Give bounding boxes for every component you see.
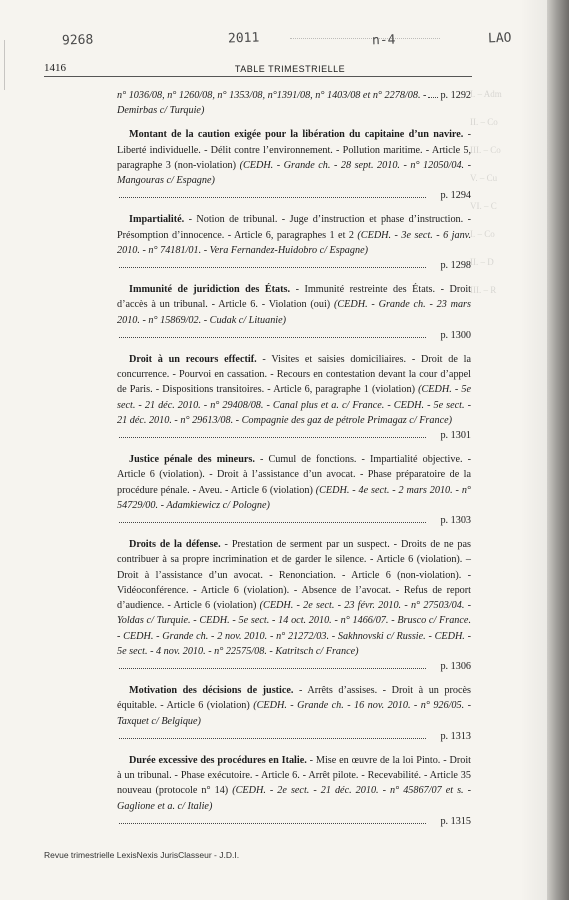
index-entry-8	[117, 683, 471, 744]
header-rule	[44, 76, 472, 77]
entry-page: p. 1303	[440, 515, 471, 527]
entry-page: p. 1315	[440, 815, 471, 827]
index-entry-1	[117, 88, 471, 118]
handwritten-note-left: 9268	[61, 32, 94, 49]
handwritten-note-right: n-4	[371, 32, 396, 49]
entry-reference: (CEDH. - Grande ch. - 23 mars 2010. - n° 15869/02. - Cudak c/ Lituanie)	[117, 299, 471, 326]
handwritten-note-corner: LAO	[487, 30, 512, 47]
entry-title: Justice pénale des mineurs.	[129, 454, 255, 466]
entry-title: Montant de la caution exigée pour la libération du capitaine d’un navire.	[129, 129, 464, 141]
running-title: TABLE TRIMESTRIELLE	[234, 64, 346, 74]
index-entry-4	[117, 282, 471, 343]
entry-keywords: - Mise en œuvre de la loi Pinto. - Droit à un tribunal. - Phase exécutoire. - Article 6. - Arrêt pilote. - Recevabilité. - Article 35 nouveau (protocole n° 14)	[117, 754, 471, 797]
entry-page: p. 1294	[440, 190, 471, 202]
page-footer: Revue trimestrielle LexisNexis JurisClasseur - J.D.I.	[44, 850, 240, 860]
entry-keywords: - Visites et saisies domiciliaires. - Droit de la concurrence. - Pourvoi en cassation. - Recours en contestation devant la cour d’appel de Paris. - Dispositions transitoires. - Article 6, paragraphe 1 (violation)	[117, 354, 471, 396]
book-gutter-shadow	[547, 0, 569, 900]
entry-reference: (CEDH. - Grande ch. - 28 sept. 2010. - n° 12050/04. - Mangouras c/ Espagne)	[117, 159, 471, 187]
page-number: 1416	[44, 62, 66, 74]
entry-title: Droits de la défense.	[129, 539, 221, 551]
index-entry-9	[117, 753, 471, 829]
entry-page: p. 1313	[440, 730, 471, 742]
entry-keywords: - Immunité restreinte des États. - Droit d’accès à un tribunal. - Article 6. - Violation (oui)	[117, 284, 472, 311]
entry-title: Immunité de juridiction des États.	[129, 284, 291, 296]
entry-keywords: - Liberté individuelle. - Délit contre l’environnement. - Pollution maritime. - Article 5, paragraphe 3 (non-violation)	[117, 129, 471, 171]
index-entry-2	[117, 127, 471, 203]
entry-reference: (CEDH. - 3e sect. - 6 janv. 2010. - n° 74181/01. - Vera Fernandez-Huidobro c/ Espagne)	[117, 229, 471, 256]
entry-reference: (CEDH. - 2e sect. - 23 févr. 2010. - n° 27503/04. - Yoldas c/ Turquie. - CEDH. - 5e sect. - 14 oct. 2010. - n° 1466/07. - Brusco c/ France. - CEDH. - Grande ch. - 2 nov. 2010. - n° 21272/03. - Sakhnovski c/ Russie. - CEDH. - 5e sect. - 4 nov. 2010. - n° 22575/08. - Katritsch c/ France)	[117, 600, 471, 657]
handwritten-scribble	[290, 38, 440, 40]
entry-reference: (CEDH. - 4e sect. - 2 mars 2010. - n° 54729/00. - Adamkiewicz c/ Pologne)	[117, 484, 471, 511]
entry-page: p. 1301	[440, 430, 471, 442]
entry-page: p. 1298	[440, 260, 471, 272]
entry-reference: (CEDH. - Grande ch. - 16 nov. 2010. - n° 926/05. - Taxquet c/ Belgique)	[117, 700, 471, 727]
entry-keywords: - Arrêts d’assises. - Droit à un procès équitable. - Article 6 (violation)	[117, 685, 472, 712]
entry-keywords: - Notion de tribunal. - Juge d’instruction et phase d’instruction. - Présomption d’innocence. - Article 6, paragraphes 1 et 2	[117, 214, 471, 241]
show-through-text: I. – Adm II. – Co III. – Co V. – Cu VI. – C I. – Co II. – D III. – R	[470, 89, 502, 295]
entry-title: Droit à un recours effectif.	[129, 354, 257, 366]
handwritten-note-center: 2011	[227, 30, 260, 47]
entry-page: p. 1292	[440, 90, 471, 101]
entry-reference: (CEDH. - 2e sect. - 21 déc. 2010. - n° 45867/07 et s. - Gaglione et a. c/ Italie)	[117, 785, 471, 812]
entry-page: p. 1300	[440, 329, 471, 341]
entry-page: p. 1306	[440, 660, 471, 672]
index-entries	[117, 88, 471, 838]
entry-keywords: - Cumul de fonctions. - Impartialité objective. - Article 6 (violation). - Droit à l’assistance d’un avocat. - Phase préparatoire de la procédure pénale. - Aveu. - Article 6 (violation)	[117, 454, 471, 496]
entry-reference: (CEDH. - 5e sect. - 21 déc. 2010. - n° 29408/08. - Canal plus et a. c/ France. - CEDH. - 5e sect. - 21 déc. 2010. - n° 29613/08. - Compagnie des gaz de pétrole Primagaz c/ France)	[117, 384, 471, 426]
margin-mark	[4, 40, 15, 90]
entry-title: Motivation des décisions de justice.	[129, 685, 294, 697]
entry-reference: n° 1036/08, n° 1260/08, n° 1353/08, n°1391/08, n° 1403/08 et n° 2278/08. - Demirbas c/ Turquie)	[117, 90, 427, 117]
entry-title: Durée excessive des procédures en Italie.	[129, 754, 307, 766]
index-entry-6	[117, 452, 471, 528]
index-entry-7	[117, 537, 471, 674]
index-entry-3	[117, 212, 471, 273]
index-entry-5	[117, 352, 471, 443]
entry-title: Impartialité.	[129, 214, 185, 226]
entry-keywords: - Prestation de serment par un suspect. - Droits de ne pas contribuer à sa propre incrimination et de garder le silence. - Article 6 (violation). – Droit à l’assistance d’un avocat. - Renonciation. - Article 6 (non-violation). - Vidéoconférence. - Article 6 (violation). - Absence de l’avocat. - Refus de report d’audience. - Article 6 (violation)	[117, 539, 471, 612]
